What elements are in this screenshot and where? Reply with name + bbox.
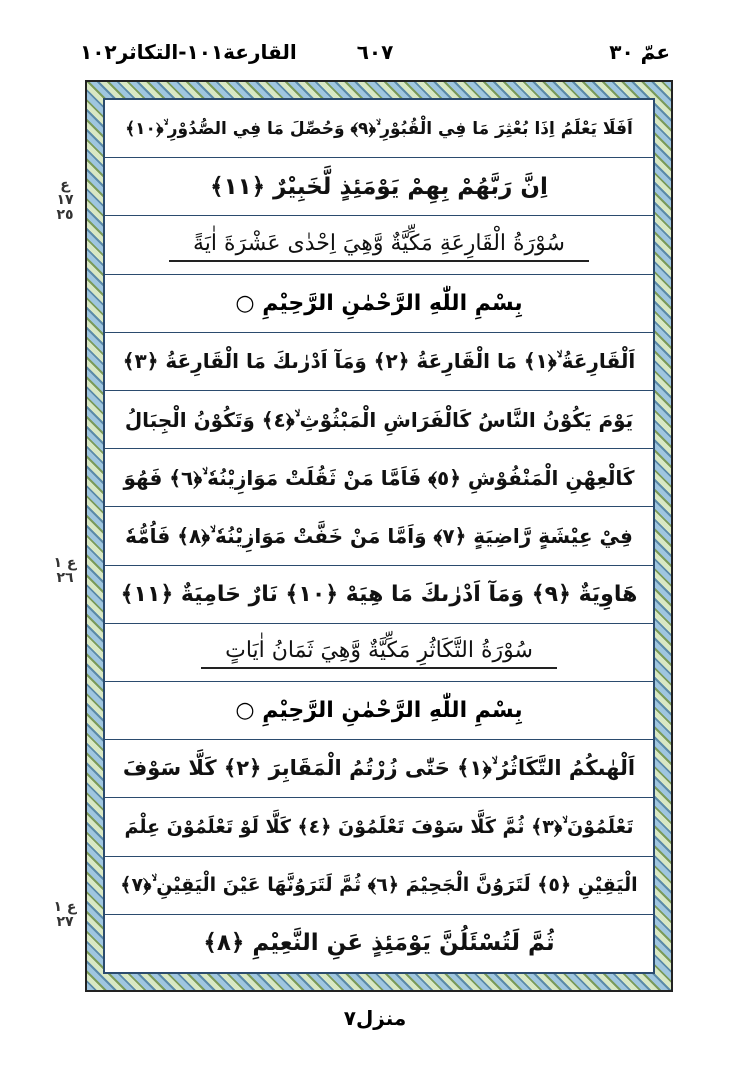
verse-line: ثُمَّ لَتُسْئَلُنَّ يَوْمَئِذٍ عَنِ النَّعِيْمِ ﴿٨﴾ <box>203 930 555 957</box>
text-panel <box>103 98 655 974</box>
bismillah-line: بِسْمِ اللّٰهِ الرَّحْمٰنِ الرَّحِيْمِ ○ <box>105 682 653 740</box>
bismillah-line: بِسْمِ اللّٰهِ الرَّحْمٰنِ الرَّحِيْمِ ○ <box>105 275 653 333</box>
ornamental-border <box>85 80 673 992</box>
verse-line: يَوْمَ يَكُوْنُ النَّاسُ كَالْفَرَاشِ الْمَبْثُوْثِ ۙ﴿٤﴾ وَتَكُوْنُ الْجِبَالُ <box>105 391 653 449</box>
verse-line: الْيَقِيْنِ ﴿٥﴾ لَتَرَوُنَّ الْجَحِيْمَ ﴿٦﴾ ثُمَّ لَتَرَوُنَّهَا عَيْنَ الْيَقِيْنِ ۙ﴿٧﴾ <box>105 857 653 915</box>
verse-line: هَاوِيَةٌ ﴿٩﴾ وَمَآ اَدْرٰىكَ مَا هِيَهْ ﴿١٠﴾ نَارٌ حَامِيَةٌ ﴿١١﴾ <box>105 566 653 624</box>
verse-line: كَالْعِهْنِ الْمَنْفُوْشِ ﴿٥﴾ فَاَمَّا مَنْ ثَقُلَتْ مَوَازِيْنُهٗ ۙ﴿٦﴾ فَهُوَ <box>105 449 653 507</box>
verse-line: اَلْقَارِعَةُ ۙ﴿١﴾ مَا الْقَارِعَةُ ﴿٢﴾ وَمَآ اَدْرٰىكَ مَا الْقَارِعَةُ ﴿٣﴾ <box>105 333 653 391</box>
page-header <box>80 40 670 80</box>
ruku-marker: ع ١٧ ٢٥ <box>56 177 74 223</box>
page-number: ٦٠٧ <box>356 40 394 64</box>
verse-line: اَفَلَا يَعْلَمُ اِذَا بُعْثِرَ مَا فِي الْقُبُوْرِ ۙ﴿٩﴾ وَحُصِّلَ مَا فِي الصُّدُوْرِ ۙ﴿١٠﴾ <box>105 100 653 158</box>
surah-heading: سُوْرَةُ التَّكَاثُرِ مَكِّيَّةٌ وَّهِيَ ثَمَانُ اٰيَاتٍ <box>105 624 653 682</box>
verse-line: اِنَّ رَبَّهُمْ بِهِمْ يَوْمَئِذٍ لَّخَبِيْرٌ ﴿١١﴾ <box>105 158 653 216</box>
ruku-marker: ع ١ ٢٦ <box>53 555 77 586</box>
verse-line: اَلْهٰىكُمُ التَّكَاثُرُ ۙ﴿١﴾ حَتّٰى زُرْتُمُ الْمَقَابِرَ ﴿٢﴾ كَلَّا سَوْفَ <box>105 740 653 798</box>
juz-label: عمّ ٣٠ <box>609 40 670 64</box>
manzil-footer: منزل٧ <box>343 1006 407 1030</box>
verse-line: فِيْ عِيْشَةٍ رَّاضِيَةٍ ﴿٧﴾ وَاَمَّا مَنْ خَفَّتْ مَوَازِيْنُهٗ ۙ﴿٨﴾ فَاُمُّهٗ <box>105 507 653 565</box>
ruku-marker: ع ١ ٢٧ <box>53 899 77 930</box>
surah-range-label: القارعة١٠١-التكاثر١٠٢ <box>80 40 297 64</box>
verse-line: تَعْلَمُوْنَ ۙ﴿٣﴾ ثُمَّ كَلَّا سَوْفَ تَعْلَمُوْنَ ﴿٤﴾ كَلَّا لَوْ تَعْلَمُوْنَ عِلْمَ <box>105 798 653 856</box>
surah-heading: سُوْرَةُ الْقَارِعَةِ مَكِّيَّةٌ وَّهِيَ اِحْدٰى عَشْرَةَ اٰيَةً <box>105 216 653 274</box>
